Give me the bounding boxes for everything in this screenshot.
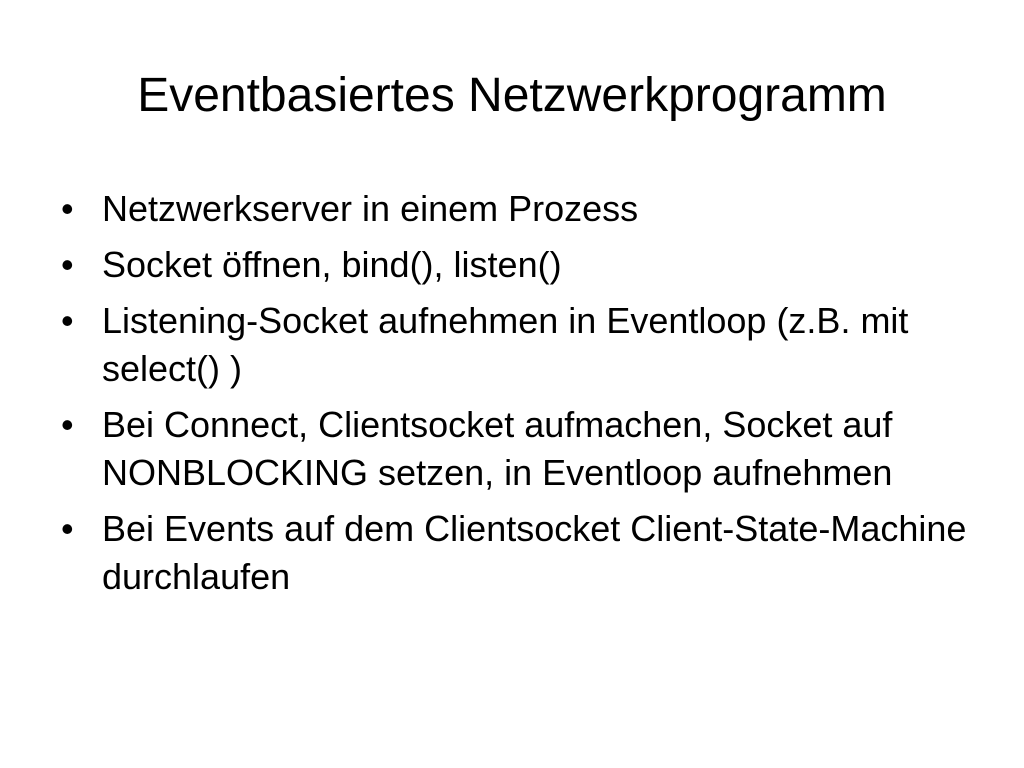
- bullet-icon: •: [61, 188, 74, 229]
- bullet-item: [57, 241, 977, 289]
- bullet-icon: •: [61, 244, 74, 285]
- slide-title: Eventbasiertes Netzwerkprogramm: [137, 69, 887, 122]
- bullet-icon: •: [61, 404, 74, 445]
- bullet-item: [57, 401, 977, 497]
- bullet-list: [57, 185, 977, 609]
- bullet-item: [57, 297, 977, 393]
- bullet-text: Netzwerkserver in einem Prozess: [102, 188, 639, 229]
- bullet-text: Socket öffnen, bind(), listen(): [102, 244, 562, 285]
- bullet-item: [57, 505, 977, 601]
- bullet-icon: •: [61, 300, 74, 341]
- bullet-text: Bei Connect, Clientsocket aufmachen, Socket auf NONBLOCKING setzen, in Eventloop aufnehmen: [102, 404, 893, 493]
- bullet-text: Listening-Socket aufnehmen in Eventloop (z.B. mit select() ): [102, 300, 909, 389]
- bullet-item: [57, 185, 977, 233]
- bullet-icon: •: [61, 508, 74, 549]
- bullet-text: Bei Events auf dem Clientsocket Client-State-Machine durchlaufen: [102, 508, 967, 597]
